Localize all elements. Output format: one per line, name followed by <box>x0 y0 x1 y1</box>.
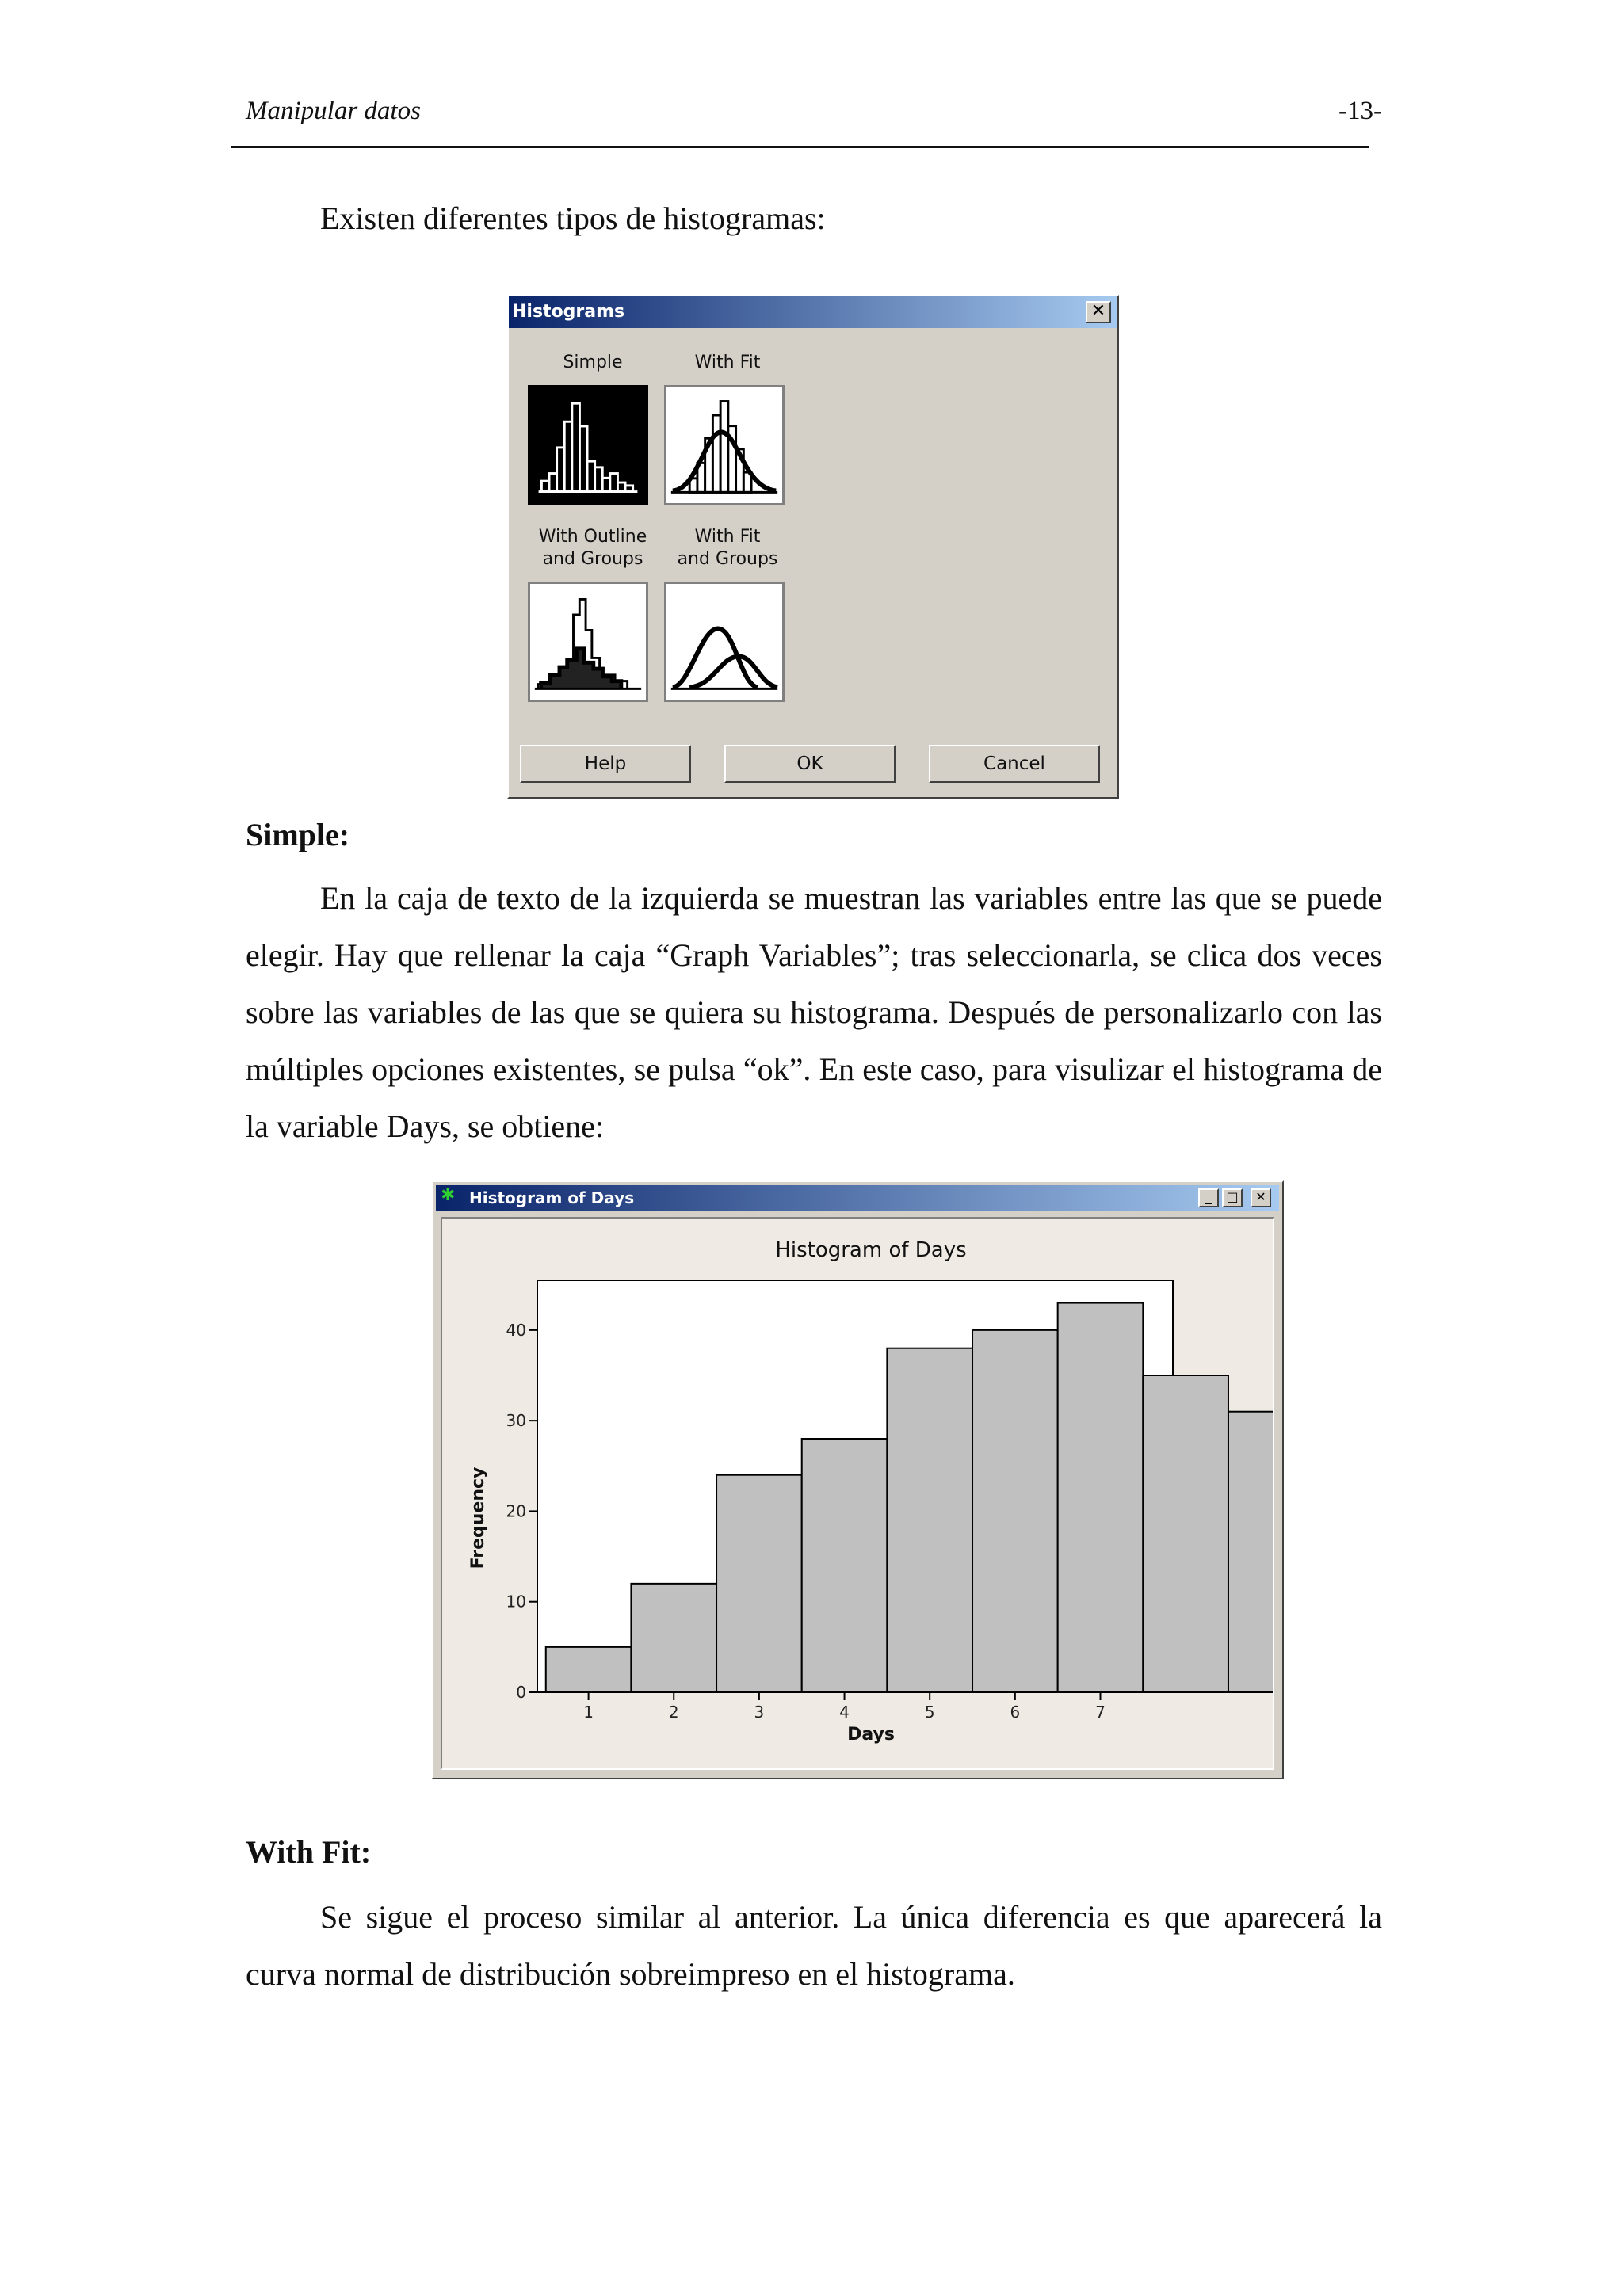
with-fit-text: Se sigue el proceso similar al anterior. La única diferencia es que aparecerá la curva normal de distribución sobreimpreso en el histograma. <box>246 1899 1382 1992</box>
window-title: Histogram of Days <box>436 1185 1279 1211</box>
histograms-dialog <box>507 295 1119 799</box>
histogram-bar <box>631 1584 716 1692</box>
x-tick-label: 3 <box>754 1703 765 1722</box>
y-tick-label: 10 <box>506 1592 526 1611</box>
page-number: -13- <box>1338 97 1382 125</box>
running-header-title: Manipular datos <box>246 97 421 125</box>
intro-paragraph <box>246 190 1382 247</box>
x-tick-label: 1 <box>583 1703 594 1722</box>
fit-groups-histogram-icon <box>666 584 782 700</box>
option-with-outline-and-groups[interactable] <box>528 582 648 702</box>
option-with-fit[interactable] <box>664 385 785 505</box>
with-fit-paragraph <box>246 1889 1382 2003</box>
help-button[interactable]: Help <box>520 745 691 783</box>
y-tick-label: 0 <box>516 1683 526 1702</box>
x-tick-label: 4 <box>839 1703 850 1722</box>
y-tick-label: 20 <box>506 1501 526 1521</box>
x-axis-label: Days <box>847 1725 895 1745</box>
option-outline-groups-label: With Outline and Groups <box>538 527 647 569</box>
histogram-bar <box>716 1475 802 1692</box>
simple-paragraph <box>246 870 1382 1155</box>
x-tick-label: 6 <box>1010 1703 1021 1722</box>
simple-histogram-icon <box>531 388 645 502</box>
x-tick-label: 7 <box>1095 1703 1106 1722</box>
histogram-chart <box>442 1219 1273 1768</box>
histogram-bar <box>546 1647 632 1692</box>
minitab-graph-icon: ✱ <box>441 1185 456 1205</box>
dialog-close-button[interactable]: ✕ <box>1086 301 1111 323</box>
option-with-fit-label: With Fit <box>694 353 761 372</box>
option-simple[interactable] <box>528 385 648 505</box>
intro-text: Existen diferentes tipos de histogramas: <box>320 200 826 236</box>
histogram-bar <box>887 1348 972 1692</box>
y-tick-label: 40 <box>506 1320 526 1340</box>
option-simple-label: Simple <box>563 353 623 372</box>
option-fit-groups-label: With Fit and Groups <box>677 527 778 569</box>
histogram-bar <box>1143 1375 1228 1692</box>
section-heading-with-fit: With Fit: <box>246 1834 372 1870</box>
maximize-button[interactable]: □ <box>1222 1188 1243 1207</box>
fit-histogram-icon <box>666 387 782 503</box>
minimize-button[interactable]: _ <box>1198 1188 1219 1207</box>
section-heading-simple: Simple: <box>246 817 350 852</box>
window-close-button[interactable]: ✕ <box>1251 1188 1271 1207</box>
outline-groups-histogram-icon <box>530 584 646 700</box>
cancel-button[interactable]: Cancel <box>929 745 1100 783</box>
header-rule <box>231 146 1369 148</box>
simple-text: En la caja de texto de la izquierda se muestran las variables entre las que se puede elegir. Hay que rellenar la caja “Graph Variables”; tras seleccionarla, se clica dos veces sobre las variables de las que se quiera su histograma. Después de personalizarlo con las múltiples opciones existentes, se pulsa “ok”. En este caso, para visulizar el histograma de la variable Days, se obtiene: <box>246 880 1382 1144</box>
y-axis-label: Frequency <box>468 1466 488 1569</box>
x-tick-label: 5 <box>924 1703 935 1722</box>
histogram-bar <box>1228 1412 1273 1692</box>
x-tick-label: 2 <box>668 1703 679 1722</box>
graph-area <box>441 1217 1274 1770</box>
histogram-bar <box>1058 1303 1144 1692</box>
histogram-of-days-window <box>431 1180 1284 1779</box>
dialog-title: Histograms <box>509 296 1117 328</box>
y-tick-label: 30 <box>506 1411 526 1431</box>
histogram-bar <box>802 1439 888 1692</box>
histogram-bar <box>972 1330 1058 1692</box>
ok-button[interactable]: OK <box>724 745 896 783</box>
chart-title: Histogram of Days <box>775 1238 967 1262</box>
option-with-fit-and-groups[interactable] <box>664 582 785 702</box>
